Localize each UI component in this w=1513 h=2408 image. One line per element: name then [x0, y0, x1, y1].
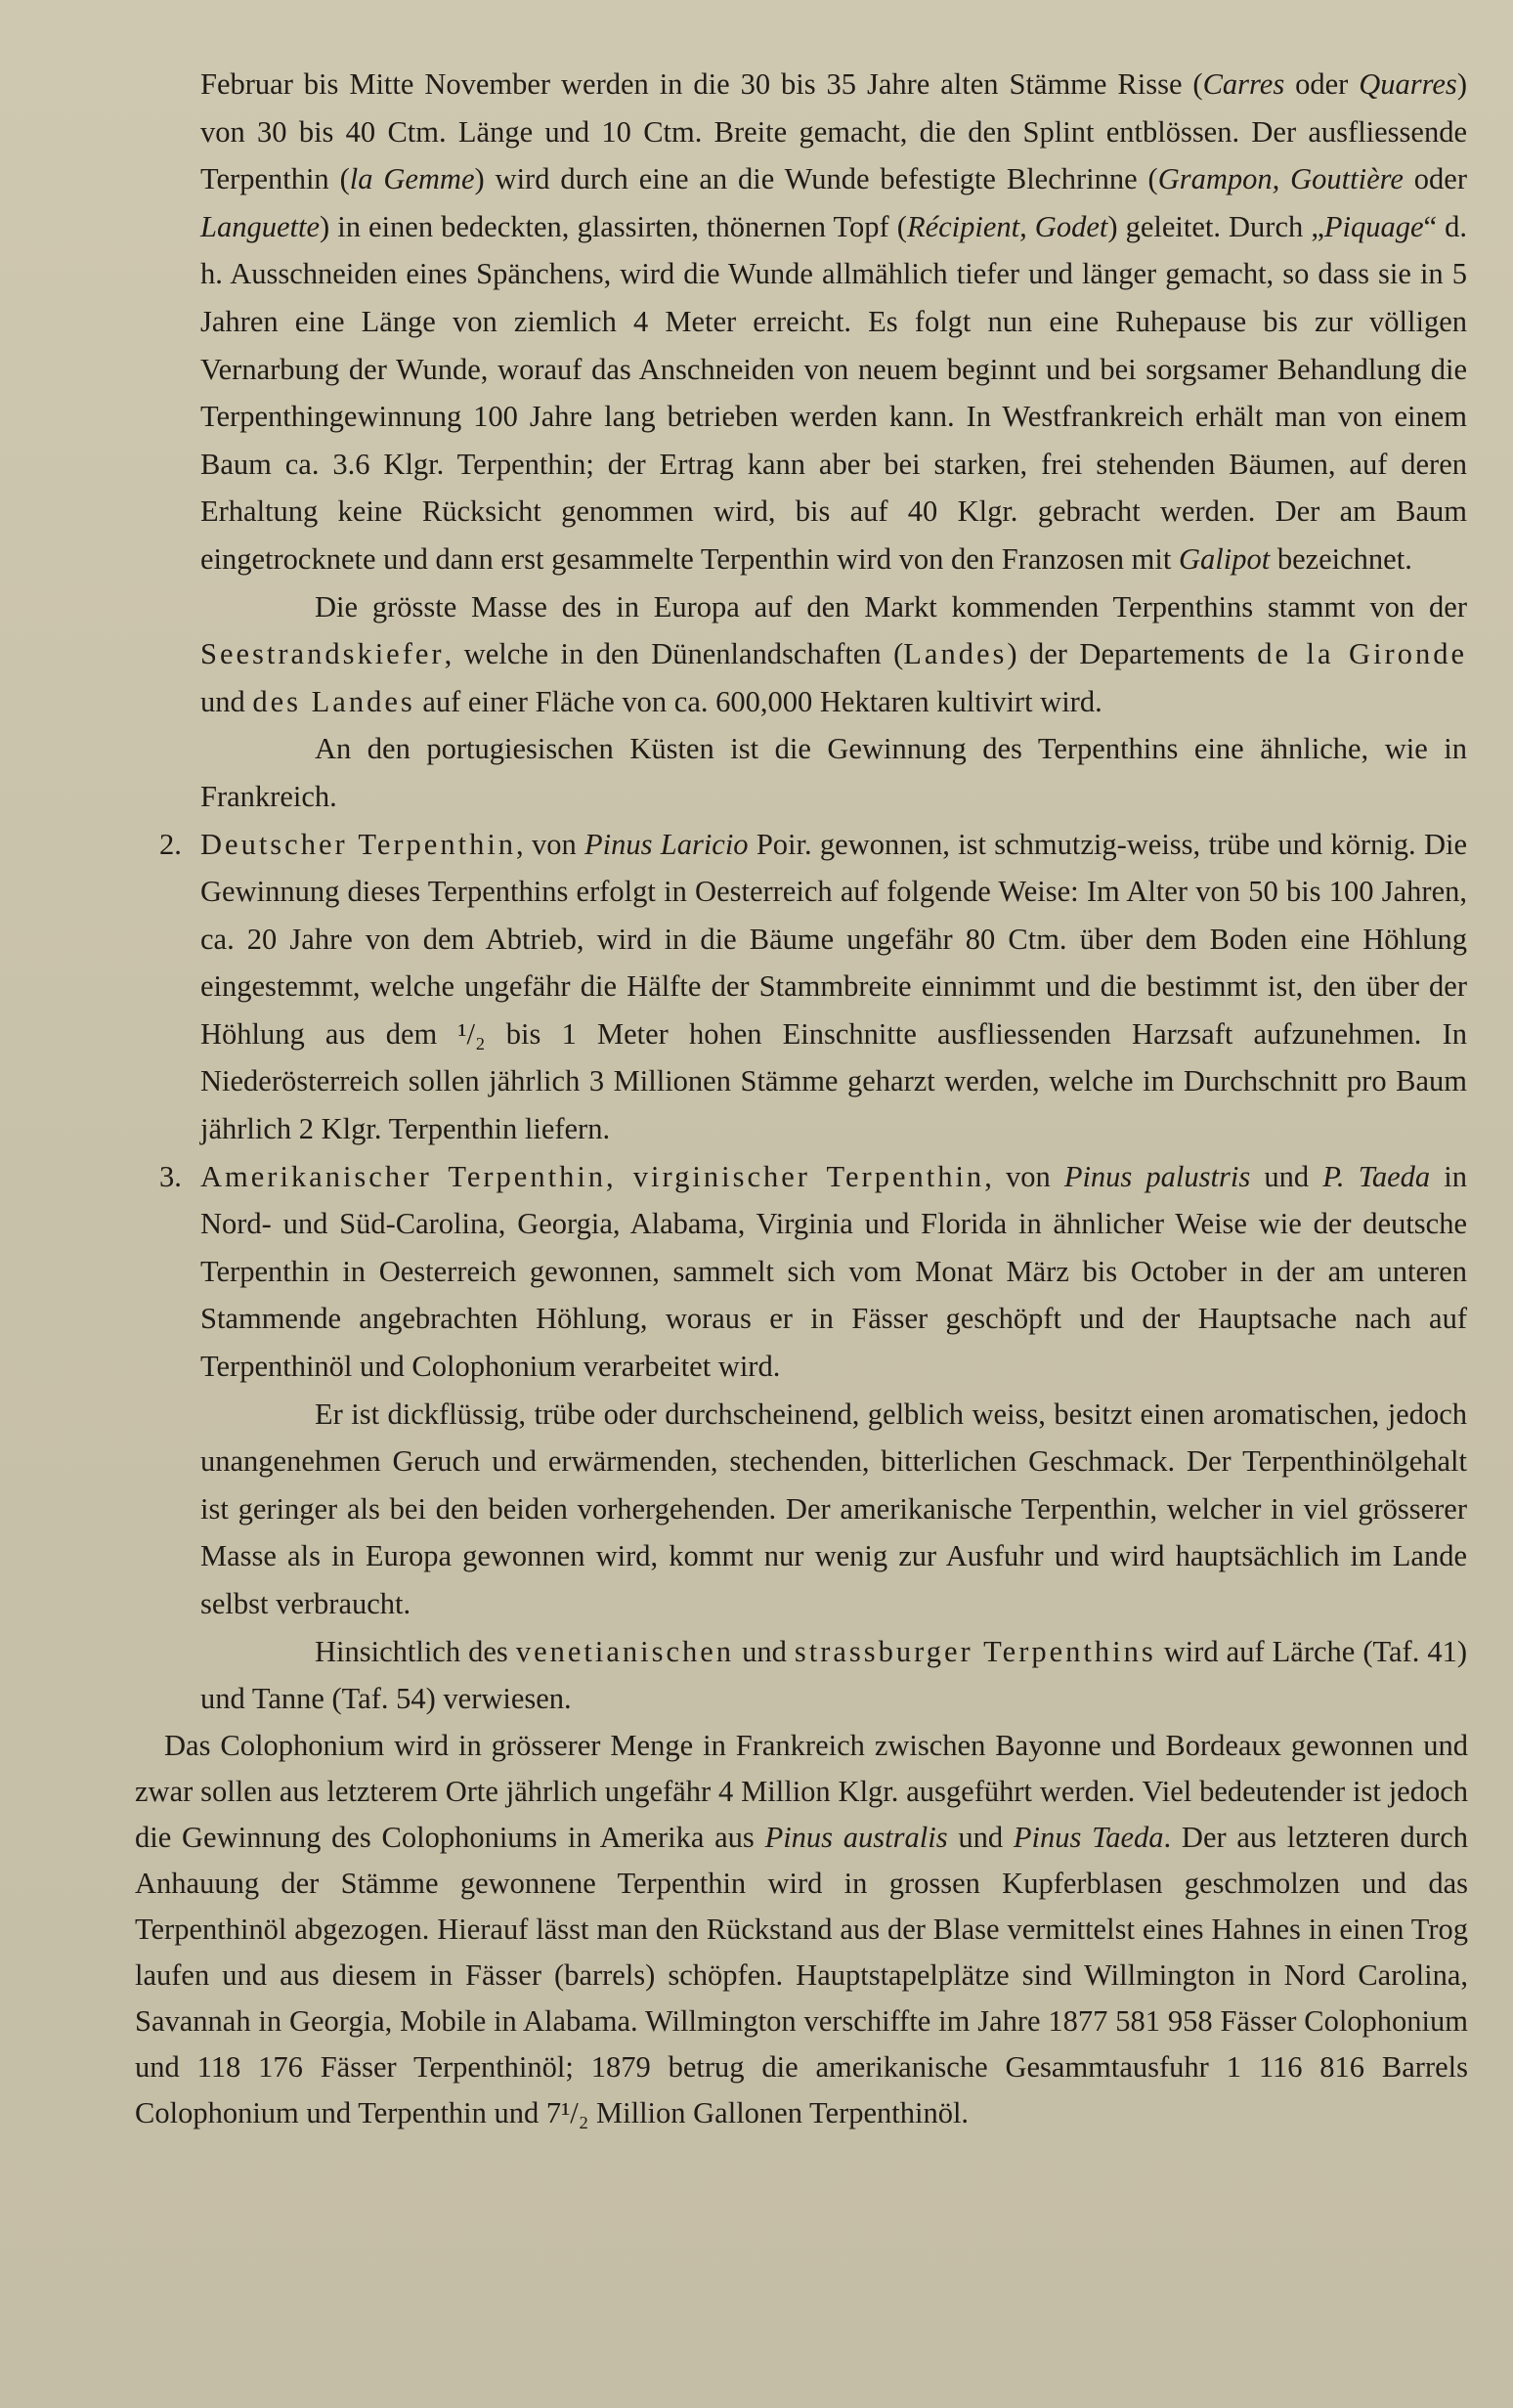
- text-segment: und: [1250, 1159, 1323, 1193]
- italic-term: Languette: [200, 209, 320, 243]
- paragraph-tapping-method: [200, 61, 1467, 583]
- spaced-term: Amerikanischer Terpenthin, virginischer Terpenthin: [200, 1159, 985, 1193]
- italic-term: Grampon, Gouttière: [1157, 162, 1404, 196]
- list-number: 2.: [159, 827, 182, 861]
- list-item-german-turpentine: [159, 821, 1467, 1153]
- upper-text-block: [159, 61, 1468, 1723]
- spaced-term: Landes: [903, 637, 1008, 671]
- text-segment: ) der Departements: [1007, 637, 1258, 671]
- text-segment: . Der aus letzteren durch Anhauung der Stämme gewonnene Terpenthin wird in grossen Kupferblasen geschmolzen und das Terpenthinöl abgezogen. Hierauf lässt man den Rückstand aus der Blase vermittelst eines Hahnes in einen Trog laufen und aus diesem in Fässer (barrels) schöpfen. Hauptstapelplätze sind Willmington in Nord Carolina, Savannah in Georgia, Mobile in Alabama. Willmington verschiffte im Jahre 1877 581 958 Fässer Colophonium und 118 176 Fässer Terpenthinöl; 1879 betrug die amerikanische Gesammtausfuhr 1 116 816 Barrels Colophonium und Terpenthin und 7¹/₂ Million Gallonen Terpenthinöl.: [135, 1820, 1468, 2129]
- text-segment: , von: [516, 827, 584, 861]
- text-segment: bezeichnet.: [1270, 541, 1412, 576]
- text-segment: Poir. gewonnen, ist schmutzig-weiss, trübe und körnig. Die Gewinnung dieses Terpenthins erfolgt in Oesterreich auf folgende Weise: Im Alter von 50 bis 100 Jahren, ca. 20 Jahre von dem Abtrieb, wird in die Bäume ungefähr 80 Ctm. über dem Boden eine Höhlung eingestemmt, welche ungefähr die Hälfte der Stammbreite einnimmt und die bestimmt ist, den über der Höhlung aus dem ¹/₂ bis 1 Meter hohen Einschnitte ausfliessenden Harzsaft aufzunehmen. In Niederösterreich sollen jährlich 3 Millionen Stämme geharzt werden, welche im Durchschnitt pro Baum jährlich 2 Klgr. Terpenthin liefern.: [200, 827, 1467, 1146]
- italic-term: Galipot: [1178, 541, 1271, 576]
- paragraph-european-sources: [200, 583, 1467, 726]
- spaced-term: venetianischen: [515, 1634, 735, 1668]
- spaced-term: de la Gironde: [1257, 637, 1467, 671]
- text-segment: Februar bis Mitte November werden in die 30 bis 35 Jahre alten Stämme Risse (: [200, 67, 1203, 101]
- text-segment: wird auf Lärche (Taf. 41) und Tanne (Taf. 54) verwiesen.: [200, 1634, 1468, 1716]
- list-item-american-turpentine: [159, 1153, 1467, 1391]
- italic-term: Carres: [1202, 67, 1285, 101]
- text-segment: ) geleitet. Durch „: [1107, 209, 1324, 243]
- text-segment: und: [734, 1634, 795, 1668]
- text-segment: Hinsichtlich des: [315, 1634, 516, 1668]
- paragraph-properties: [200, 1391, 1467, 1628]
- paragraph-colophonium: [135, 1723, 1468, 2136]
- italic-term: Pinus Taeda: [1013, 1820, 1164, 1854]
- spaced-term: des Landes: [252, 684, 415, 718]
- text-segment: “ d. h. Ausschneiden eines Spänchens, wird die Wunde allmählich tiefer und länger gemacht, so dass sie in 5 Jahren eine Länge von ziemlich 4 Meter erreicht. Es folgt nun eine Ruhepause bis zur völligen Vernarbung der Wunde, worauf das Anschneiden von neuem beginnt und bei sorgsamer Behandlung die Terpenthingewinnung 100 Jahre lang betrieben werden kann. In Westfrankreich erhält man von einem Baum ca. 3.6 Klgr. Terpenthin; der Ertrag kann aber bei starken, frei stehenden Bäumen, auf deren Erhaltung keine Rücksicht genommen wird, bis auf 40 Klgr. gebracht werden. Der am Baum eingetrocknete und dann erst gesammelte Terpenthin wird von den Franzosen mit: [200, 209, 1468, 576]
- italic-term: Pinus Laricio: [584, 827, 749, 861]
- text-segment: oder: [1403, 162, 1468, 196]
- italic-term: Pinus palustris: [1063, 1159, 1251, 1193]
- text-segment: ) in einen bedeckten, glassirten, thönernen Topf (: [320, 209, 907, 243]
- text-segment: Die grösste Masse des in Europa auf den Markt kommenden Terpenthins stammt von der: [315, 589, 1467, 624]
- text-segment: in Nord- und Süd-Carolina, Georgia, Alabama, Virginia und Florida in ähnlicher Weise wie der deutsche Terpenthin in Oesterreich gewonnen, sammelt sich vom Monat März bis October in der am unteren Stammende angebrachten Höhlung, woraus er in Fässer geschöpft und der Hauptsache nach auf Terpenthinöl und Colophonium verarbeitet wird.: [200, 1159, 1467, 1384]
- text-segment: ) wird durch eine an die Wunde befestigte Blechrinne (: [474, 162, 1158, 196]
- italic-term: P. Taeda: [1322, 1159, 1431, 1193]
- text-segment: ) von 30 bis 40 Ctm. Länge und 10 Ctm. Breite gemacht, die den Splint entblössen. Der ausfliessende Terpenthin (: [200, 67, 1467, 196]
- text-segment: und: [200, 684, 253, 718]
- list-number: 3.: [159, 1159, 182, 1193]
- lower-text-block: [135, 1723, 1468, 2136]
- italic-term: Récipient, Godet: [906, 209, 1108, 243]
- text-segment: , welche in den Dünenlandschaften (: [444, 637, 904, 671]
- spaced-term: Deutscher Terpenthin: [200, 827, 517, 861]
- text-segment: Das Colophonium wird in grösserer Menge in Frankreich zwischen Bayonne und Bordeaux gewonnen und zwar sollen aus letzterem Orte jährlich ungefähr 4 Million Klgr. ausgeführt werden. Viel bedeutender ist jedoch die Gewinnung des Colophoniums in Amerika aus: [135, 1728, 1468, 1854]
- italic-term: Quarres: [1359, 67, 1457, 101]
- text-segment: oder: [1284, 67, 1360, 101]
- italic-term: Piquage: [1323, 209, 1424, 243]
- paragraph-cross-reference: [200, 1628, 1467, 1723]
- paragraph-portugal: [200, 725, 1467, 820]
- italic-term: la Gemme: [349, 162, 475, 196]
- italic-term: Pinus australis: [764, 1820, 948, 1854]
- text-segment: und: [947, 1820, 1014, 1854]
- text-segment: , von: [984, 1159, 1064, 1193]
- spaced-term: strassburger Terpenthins: [794, 1634, 1156, 1668]
- text-segment: Er ist dickflüssig, trübe oder durchscheinend, gelblich weiss, besitzt einen aromatischen, jedoch unangenehmen Geruch und erwärmenden, stechenden, bitterlichen Geschmack. Der Terpenthinölgehalt ist geringer als bei den beiden vorhergehenden. Der amerikanische Terpenthin, welcher in viel grösserer Masse als in Europa gewonnen wird, kommt nur wenig zur Ausfuhr und wird hauptsächlich im Lande selbst verbraucht.: [200, 1397, 1467, 1620]
- spaced-term: Seestrandskiefer: [200, 637, 445, 671]
- text-segment: An den portugiesischen Küsten ist die Gewinnung des Terpenthins eine ähnliche, wie in Frankreich.: [200, 732, 1467, 813]
- text-segment: auf einer Fläche von ca. 600,000 Hektaren kultivirt wird.: [414, 684, 1102, 718]
